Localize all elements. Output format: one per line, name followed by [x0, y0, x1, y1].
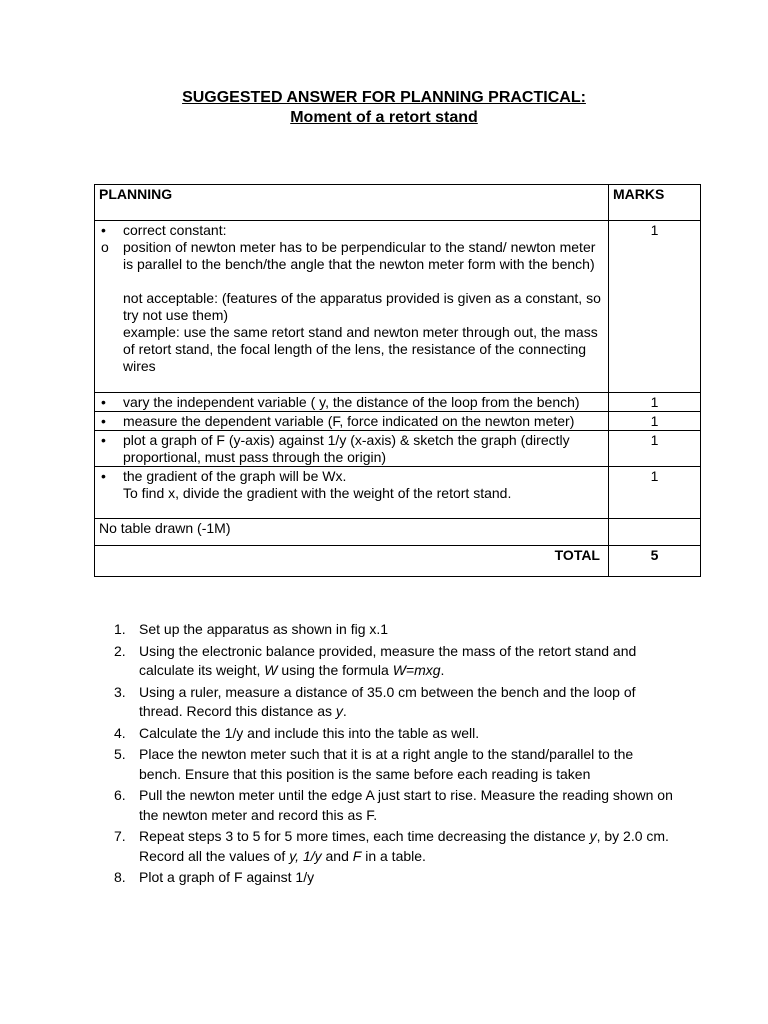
- planning-cell: [95, 221, 609, 393]
- list-item: 7. Repeat steps 3 to 5 for 5 more times, each time decreasing the distance y, by 2.0 cm. Record all the values of y, 1/y and F in a table.: [114, 828, 669, 864]
- mark-cell: 1: [609, 412, 701, 431]
- planning-table: [94, 184, 701, 577]
- bullet-icon: •: [101, 413, 106, 429]
- document-title: [0, 88, 768, 128]
- list-item: o position of newton meter has to be perpendicular to the stand/ newton meter is parallel to the bench/the angle that the newton meter form with the bench): [101, 239, 596, 272]
- planning-cell: [95, 519, 609, 546]
- list-item: 5. Place the newton meter such that it is at a right angle to the stand/parallel to the bench. Ensure that this position is the same before each reading is taken: [114, 746, 634, 782]
- planning-cell: • the gradient of the graph will be Wx. To find x, divide the gradient with the weight of the retort stand.: [95, 467, 609, 519]
- bullet-icon: •: [101, 468, 106, 484]
- header-planning: PLANNING: [95, 185, 609, 221]
- table-row: [95, 393, 701, 412]
- list-item: 1. Set up the apparatus as shown in fig x.1: [114, 621, 389, 637]
- table-row: [95, 431, 701, 467]
- table-row: [95, 221, 701, 393]
- total-label: TOTAL: [95, 546, 609, 577]
- total-value: 5: [609, 546, 701, 577]
- mark-cell: 1: [609, 431, 701, 467]
- table-row: [95, 519, 701, 546]
- title-line-2: Moment of a retort stand: [290, 109, 478, 126]
- procedure-steps: [114, 620, 674, 890]
- no-table-note: No table drawn (-1M): [99, 520, 231, 536]
- list-item: 4. Calculate the 1/y and include this into the table as well.: [114, 724, 480, 741]
- table-row: [95, 412, 701, 431]
- bullet-icon: •: [101, 394, 106, 410]
- mark-cell: 1: [609, 393, 701, 412]
- title-line-1: SUGGESTED ANSWER FOR PLANNING PRACTICAL:: [182, 89, 586, 106]
- list-item: 3. Using a ruler, measure a distance of 35.0 cm between the bench and the loop of thread. Record this distance as y.: [114, 683, 636, 719]
- note-text: not acceptable: (features of the apparatus provided is given as a constant, so try not use them): [123, 290, 601, 323]
- list-item: 6. Pull the newton meter until the edge A just start to rise. Measure the reading shown on the newton meter and record this as F.: [114, 787, 673, 823]
- mark-cell: 1: [609, 467, 701, 519]
- header-marks: MARKS: [609, 185, 701, 221]
- table-row: [95, 467, 701, 519]
- bullet-icon: •: [101, 432, 106, 448]
- list-item: 8. Plot a graph of F against 1/y: [114, 869, 315, 885]
- bullet-icon: •: [101, 222, 106, 238]
- example-text: example: use the same retort stand and newton meter through out, the mass of retort stand, the focal length of the lens, the resistance of the connecting wires: [123, 324, 598, 374]
- planning-cell: • vary the independent variable ( y, the distance of the loop from the bench): [95, 393, 609, 412]
- list-item: • correct constant:: [101, 222, 227, 238]
- list-item: 2. Using the electronic balance provided, measure the mass of the retort stand and calculate its weight, W using the formula W=mxg.: [114, 642, 637, 678]
- total-row: [95, 546, 701, 577]
- circle-bullet-icon: o: [101, 239, 109, 255]
- mark-cell: [609, 519, 701, 546]
- planning-cell: • plot a graph of F (y-axis) against 1/y (x-axis) & sketch the graph (directly proportional, must pass through the origin): [95, 431, 609, 467]
- mark-cell: 1: [609, 221, 701, 393]
- table-header-row: [95, 185, 701, 221]
- planning-cell: • measure the dependent variable (F, force indicated on the newton meter): [95, 412, 609, 431]
